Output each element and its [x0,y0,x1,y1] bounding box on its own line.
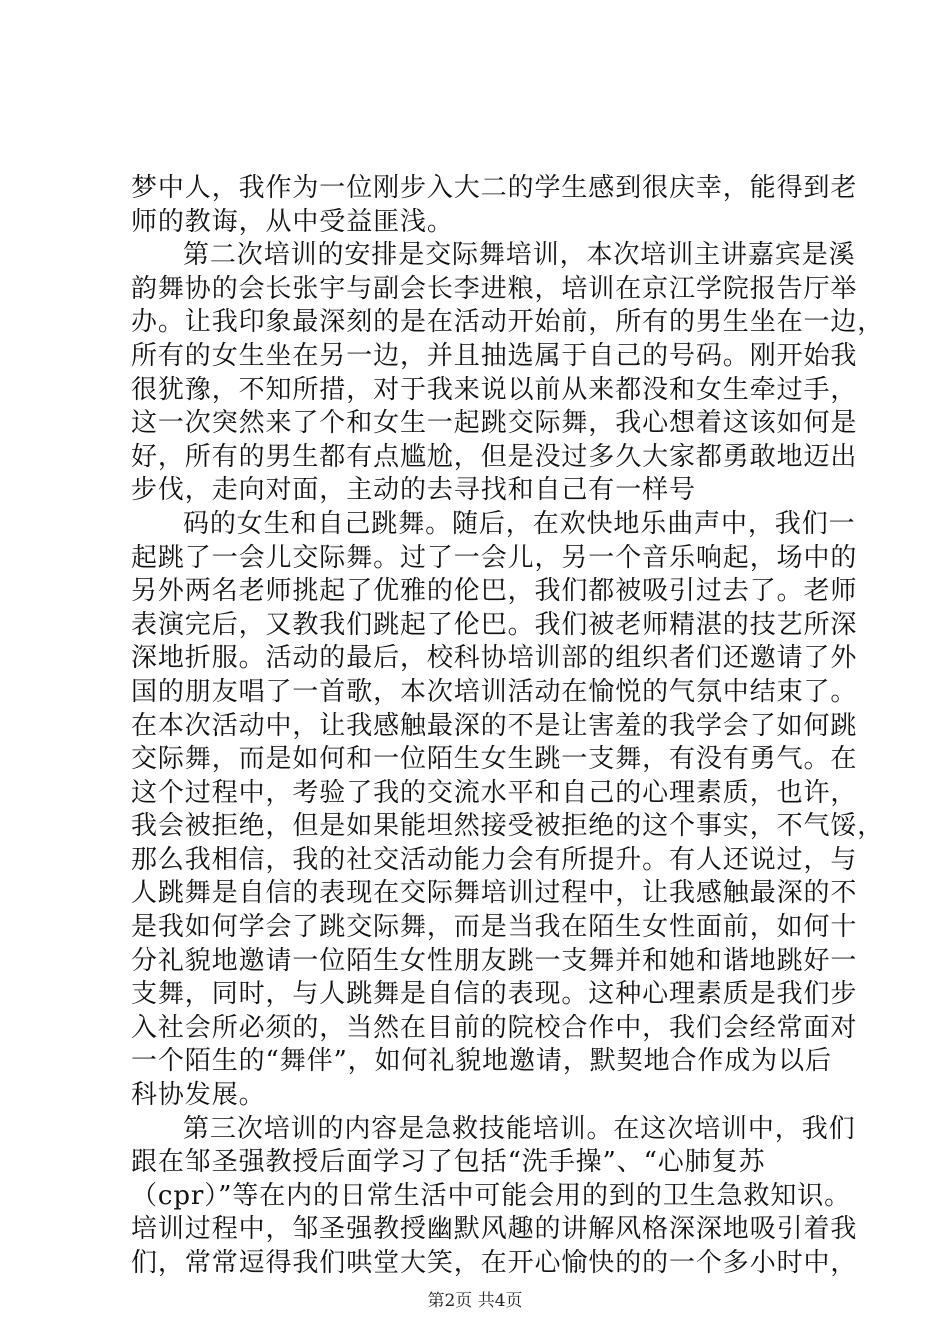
text-line: 那么我相信，我的社交活动能力会有所提升。有人还说过，与 [131,844,858,875]
text-line: 跟在邹圣强教授后面学习了包括“洗手操”、“心肺复苏 [131,1147,766,1178]
paragraph-start-line: 第二次培训的安排是交际舞培训，本次培训主讲嘉宾是溪 [183,240,856,271]
text-line: 所有的女生坐在另一边，并且抽选属于自己的号码。刚开始我 [131,340,858,371]
text-line: 们，常常逗得我们哄堂大笑，在开心愉快的的一个多小时中， [131,1248,858,1278]
text-line: 韵舞协的会长张宇与副会长李进粮，培训在京江学院报告厅举 [131,273,858,304]
text-line: 科协发展。 [131,1080,266,1111]
text-line: 梦中人，我作为一位刚步入大二的学生感到很庆幸，能得到老 [131,173,858,203]
text-line: 起跳了一会儿交际舞。过了一会儿，另一个音乐响起，场中的 [131,542,858,573]
text-line: 培训过程中，邹圣强教授幽默风趣的讲解风格深深地吸引着我 [131,1214,858,1245]
paragraph-start-line: 码的女生和自己跳舞。随后，在欢快地乐曲声中，我们一 [183,508,856,539]
text-line: 在本次活动中，让我感触最深的不是让害羞的我学会了如何跳 [131,710,858,741]
text-line: 师的教诲，从中受益匪浅。 [131,206,454,237]
text-line: 人跳舞是自信的表现在交际舞培训过程中，让我感触最深的不 [131,878,858,909]
text-line: 是我如何学会了跳交际舞，而是当我在陌生女性面前，如何十 [131,912,858,943]
text-line: 我会被拒绝，但是如果能坦然接受被拒绝的这个事实，不气馁， [131,811,885,842]
text-line: 交际舞，而是如何和一位陌生女生跳一支舞，有没有勇气。在 [131,744,858,775]
text-line: 表演完后，又教我们跳起了伦巴。我们被老师精湛的技艺所深 [131,609,858,640]
text-line: 入社会所必须的，当然在目前的院校合作中，我们会经常面对 [131,1012,858,1043]
text-line: 好，所有的男生都有点尴尬，但是没过多久大家都勇敢地迈出 [131,441,858,472]
text-line: （cpr）”等在内的日常生活中可能会用的到的卫生急救知识。 [131,1180,852,1211]
text-line: 办。让我印象最深刻的是在活动开始前，所有的男生坐在一边， [131,307,885,338]
text-line: 深地折服。活动的最后，校科协培训部的组织者们还邀请了外 [131,643,858,674]
text-line: 步伐，走向对面，主动的去寻找和自己有一样号 [131,475,696,506]
page-number-footer: 第2页 共4页 [427,1291,523,1311]
paragraph-start-line: 第三次培训的内容是急救技能培训。在这次培训中，我们 [183,1113,856,1144]
body-text [131,172,885,1281]
text-line: 这个过程中，考验了我的交流水平和自己的心理素质，也许， [131,777,858,808]
text-line: 一个陌生的“舞伴”，如何礼貌地邀请，默契地合作成为以后 [131,1046,832,1077]
text-line: 很犹豫，不知所措，对于我来说以前从来都没和女生牵过手， [131,374,858,405]
text-line: 另外两名老师挑起了优雅的伦巴，我们都被吸引过去了。老师 [131,576,858,607]
text-line: 支舞，同时，与人跳舞是自信的表现。这种心理素质是我们步 [131,979,858,1010]
text-line: 这一次突然来了个和女生一起跳交际舞，我心想着这该如何是 [131,408,858,439]
text-line: 国的朋友唱了一首歌，本次培训活动在愉悦的气氛中结束了。 [131,676,858,707]
text-line: 分礼貌地邀请一位陌生女性朋友跳一支舞并和她和谐地跳好一 [131,945,858,976]
